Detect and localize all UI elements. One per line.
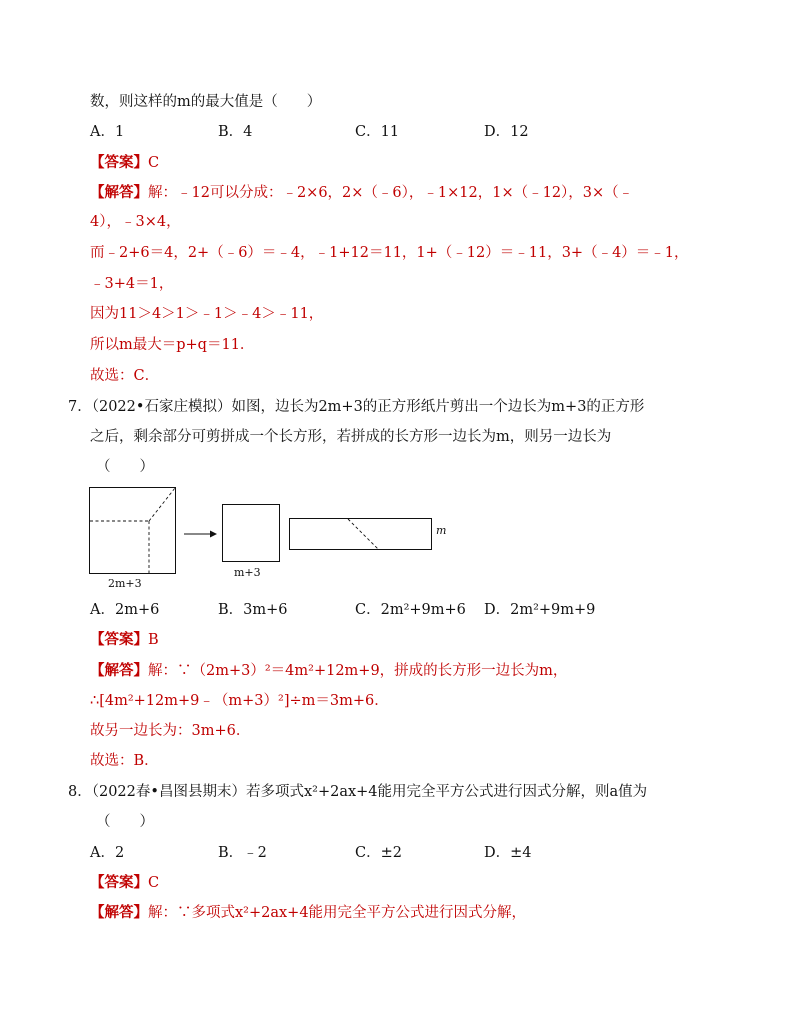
question-number: 8． [68, 784, 92, 800]
answer-line [90, 153, 159, 173]
big-square [90, 488, 176, 574]
analysis-line [90, 661, 567, 681]
option-d: D．±4 [484, 845, 532, 861]
analysis-line: 4），﹣3×4， [90, 214, 181, 230]
question-number: 7． [68, 399, 92, 415]
question-source: （2022春•昌图县期末） [91, 784, 246, 800]
answer-label: 【答案】 [90, 874, 148, 891]
analysis-line: 故选：C． [90, 368, 160, 384]
analysis-line: ∴[4m²+12m+9﹣（m+3）²]÷m＝3m+6． [90, 693, 389, 709]
question-8-stem [68, 782, 647, 802]
analysis-line [90, 903, 526, 923]
big-square-label: 2m+3 [108, 577, 142, 590]
question-continuation: 数，则这样的m的最大值是（ ） [90, 94, 322, 110]
analysis-line: 故选：B． [90, 753, 159, 769]
small-square [223, 505, 280, 562]
analysis-line: 故另一边长为：3m+6． [90, 723, 251, 739]
analysis-text: 解：﹣12可以分成：﹣2×6，2×（﹣6），﹣1×12，1×（﹣12），3×（﹣ [148, 185, 634, 201]
answer-line [90, 873, 159, 893]
rectangle-seam [348, 519, 378, 549]
options-row [90, 122, 690, 142]
rectangle [290, 519, 432, 550]
analysis-line: 所以m最大＝p+q＝11． [90, 337, 255, 353]
analysis-line: ﹣3+4＝1， [90, 276, 174, 292]
analysis-line [90, 183, 633, 203]
answer-label: 【答案】 [90, 631, 148, 648]
analysis-text: 解：∵多项式x²+2ax+4能用完全平方公式进行因式分解， [148, 905, 527, 921]
analysis-label: 【解答】 [90, 662, 148, 679]
analysis-label: 【解答】 [90, 184, 148, 201]
answer-value: C [148, 155, 160, 171]
analysis-line: 因为11＞4＞1＞﹣1＞﹣4＞﹣11， [90, 306, 324, 322]
question-source: （2022•石家庄模拟） [91, 399, 232, 415]
analysis-text: 解：∵（2m+3）²＝4m²+12m+9，拼成的长方形一边长为m， [148, 663, 568, 679]
rectangle-label: m [436, 524, 447, 537]
analysis-line: 而﹣2+6＝4，2+（﹣6）＝﹣4，﹣1+12＝11，1+（﹣12）＝﹣11，3+（﹣4）＝﹣1， [90, 245, 689, 261]
answer-blank: （ ） [96, 814, 154, 830]
option-a: A．2m+6 [90, 602, 160, 618]
option-c: C．2m²+9m+6 [355, 602, 466, 618]
answer-value: C [148, 875, 160, 891]
option-b: B．﹣2 [218, 845, 267, 861]
question-7-stem [68, 397, 644, 417]
option-c: C．11 [355, 124, 400, 140]
answer-blank: （ ） [96, 459, 154, 475]
option-d: D．12 [484, 124, 529, 140]
option-a: A．2 [90, 845, 125, 861]
answer-label: 【答案】 [90, 154, 148, 171]
small-square-label: m+3 [234, 566, 261, 579]
question-7-stem-line2: 之后，剩余部分可剪拼成一个长方形，若拼成的长方形一边长为m，则另一边长为 [90, 429, 612, 445]
arrow-icon [210, 531, 217, 538]
options-row [90, 843, 690, 863]
option-d: D．2m²+9m+9 [484, 602, 596, 618]
cut-line-diagonal [149, 488, 175, 521]
option-b: B．4 [218, 124, 253, 140]
answer-value: B [148, 632, 159, 648]
option-c: C．±2 [355, 845, 402, 861]
analysis-label: 【解答】 [90, 904, 148, 921]
question-text: 若多项式x²+2ax+4能用完全平方公式进行因式分解，则a值为 [245, 784, 648, 800]
options-row [90, 600, 690, 620]
answer-line [90, 630, 159, 650]
question-text: 如图，边长为2m+3的正方形纸片剪出一个边长为m+3的正方形 [231, 399, 645, 415]
option-a: A．1 [90, 124, 125, 140]
option-b: B．3m+6 [218, 602, 288, 618]
